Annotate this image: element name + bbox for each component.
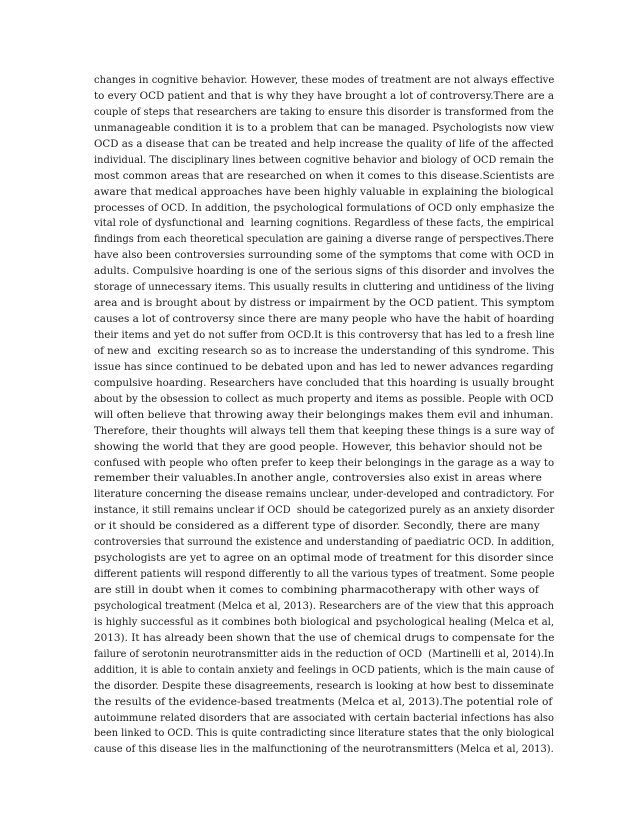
text-line: 2013). It has already been shown that the use of chemical drugs to compensate for the — [94, 631, 555, 644]
text-line: will often believe that throwing away their belongings makes them evil and inhuman. — [94, 408, 554, 421]
text-line: controversies that surround the existence and understanding of paediatric OCD. In addition, — [94, 536, 555, 549]
text-line: vital role of dysfunctional and learning cognitions. Regardless of these facts, the empirical — [94, 217, 554, 230]
text-line: causes a lot of controversy since there are many people who have the habit of hoarding — [94, 313, 555, 326]
text-line: aware that medical approaches have been highly valuable in explaining the biological — [94, 185, 554, 198]
text-line: showing the world that they are good people. However, this behavior should not be — [94, 440, 543, 453]
text-line: instance, it still remains unclear if OCD should be categorized purely as an anxiety disorder — [94, 504, 555, 517]
text-line: their items and yet do not suffer from OCD.It is this controversy that has led to a fresh line — [94, 329, 555, 341]
text-line: unmanageable condition it is to a problem that can be managed. Psychologists now view — [94, 121, 554, 134]
text-line: adults. Compulsive hoarding is one of the serious signs of this disorder and involves the — [94, 265, 555, 278]
text-line: couple of steps that researchers are taking to ensure this disorder is transformed from the — [94, 105, 554, 118]
text-line: or it should be considered as a different type of disorder. Secondly, there are many — [94, 520, 540, 533]
text-line: autoimmune related disorders that are associated with certain bacterial infections has also — [94, 711, 555, 724]
text-line: changes in cognitive behavior. However, these modes of treatment are not always effective — [94, 74, 555, 86]
text-line: confused with people who often prefer to keep their belongings in the garage as a way to — [94, 456, 555, 469]
text-line: literature concerning the disease remains unclear, under-developed and contradictory. For — [94, 488, 554, 501]
text-line: of new and exciting research so as to increase the understanding of this syndrome. This — [94, 344, 555, 357]
text-line: storage of unnecessary items. This usually results in cluttering and untidiness of the living — [94, 281, 555, 294]
text-line: failure of serotonin neurotransmitter aids in the reduction of OCD (Martinelli et al, 2014).In — [94, 647, 555, 660]
text-line: most common areas that are researched on when it comes to this disease.Scientists are — [94, 169, 555, 182]
text-line: to every OCD patient and that is why they have brought a lot of controversy.There are a — [94, 89, 554, 102]
text-line: issue has since continued to be debated upon and has led to newer advances regarding — [94, 360, 554, 373]
text-line: been linked to OCD. This is quite contradicting since literature states that the only biological — [94, 727, 555, 740]
text-line: area and is brought about by distress or impairment by the OCD patient. This symptom — [94, 297, 555, 310]
text-line: psychological treatment (Melca et al, 2013). Researchers are of the view that this approach — [94, 599, 555, 612]
text-line: the results of the evidence-based treatments (Melca et al, 2013).The potential role of — [94, 695, 553, 708]
text-line: compulsive hoarding. Researchers have concluded that this hoarding is usually brought — [94, 376, 554, 389]
text-line: OCD as a disease that can be treated and help increase the quality of life of the affected — [94, 137, 554, 150]
text-line: Therefore, their thoughts will always tell them that keeping these things is a sure way of — [94, 424, 555, 437]
text-line: the disorder. Despite these disagreements, research is looking at how best to disseminate — [94, 679, 554, 692]
text-line: findings from each theoretical speculation are gaining a diverse range of perspectives.There — [94, 233, 554, 246]
text-line: different patients will respond differently to all the various types of treatment. Some people — [94, 568, 555, 581]
text-line: remember their valuables.In another angle, controversies also exist in areas where — [94, 472, 542, 485]
text-line: cause of this disease lies in the malfunctioning of the neurotransmitters (Melca et al, 2013). — [94, 743, 554, 756]
text-line: addition, it is able to contain anxiety and feelings in OCD patients, which is the main cause of — [94, 663, 554, 676]
text-line: processes of OCD. In addition, the psychological formulations of OCD only emphasize the — [94, 201, 555, 214]
text-line: individual. The disciplinary lines between cognitive behavior and biology of OCD remain the — [94, 153, 554, 166]
text-line: about by the obsession to collect as much property and items as possible. People with OCD — [94, 392, 554, 405]
text-line: have also been controversies surrounding some of the symptoms that come with OCD in — [94, 249, 555, 262]
body-paragraph — [94, 73, 554, 758]
text-line: is highly successful as it combines both biological and psychological healing (Melca et al, — [94, 615, 555, 628]
text-line: psychologists are yet to agree on an optimal mode of treatment for this disorder since — [94, 552, 554, 565]
text-line: are still in doubt when it comes to combining pharmacotherapy with other ways of — [94, 584, 539, 596]
